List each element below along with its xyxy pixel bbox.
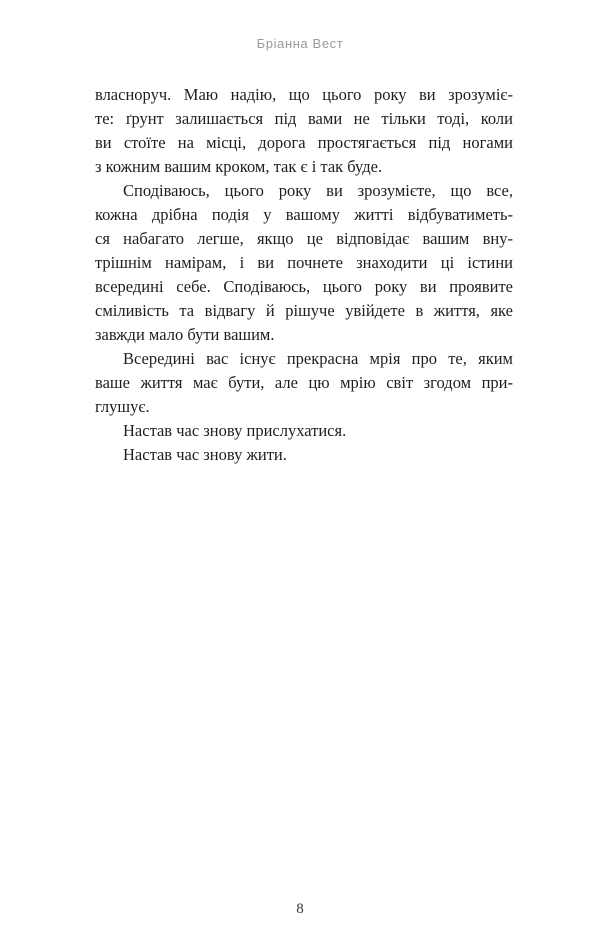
page-number: 8 bbox=[296, 901, 304, 917]
text-line: трішнім намірам, і ви почнете знаходити ці істини bbox=[95, 253, 513, 272]
text-line: Настав час знову жити. bbox=[123, 445, 287, 464]
paragraph bbox=[95, 83, 513, 179]
text-line: кожна дрібна подія у вашому житті відбуватиметь- bbox=[95, 205, 513, 224]
text-line: Настав час знову прислухатися. bbox=[123, 421, 347, 440]
text-line: Сподіваюсь, цього року ви зрозумієте, що все, bbox=[123, 181, 513, 200]
paragraph bbox=[95, 419, 513, 443]
text-line: всередині себе. Сподіваюсь, цього року ви проявите bbox=[95, 277, 513, 296]
body-text bbox=[95, 83, 513, 467]
running-header-author: Бріанна Вест bbox=[256, 36, 344, 51]
paragraph bbox=[95, 347, 513, 419]
text-line: глушує. bbox=[95, 397, 150, 416]
text-line: сміливість та відвагу й рішуче увійдете в життя, яке bbox=[95, 301, 513, 320]
text-line: ви стоїте на місці, дорога простягається під ногами bbox=[95, 133, 513, 152]
text-line: ваше життя має бути, але цю мрію світ згодом при- bbox=[95, 373, 513, 392]
text-line: те: ґрунт залишається під вами не тільки тоді, коли bbox=[95, 109, 513, 128]
text-line: Всередині вас існує прекрасна мрія про те, яким bbox=[123, 349, 513, 368]
paragraph bbox=[95, 179, 513, 347]
text-line: завжди мало бути вашим. bbox=[95, 325, 275, 344]
text-line: власноруч. Маю надію, що цього року ви зрозуміє- bbox=[95, 85, 513, 104]
paragraph bbox=[95, 443, 513, 467]
text-line: ся набагато легше, якщо це відповідає вашим вну- bbox=[95, 229, 513, 248]
text-line: з кожним вашим кроком, так є і так буде. bbox=[95, 157, 383, 176]
